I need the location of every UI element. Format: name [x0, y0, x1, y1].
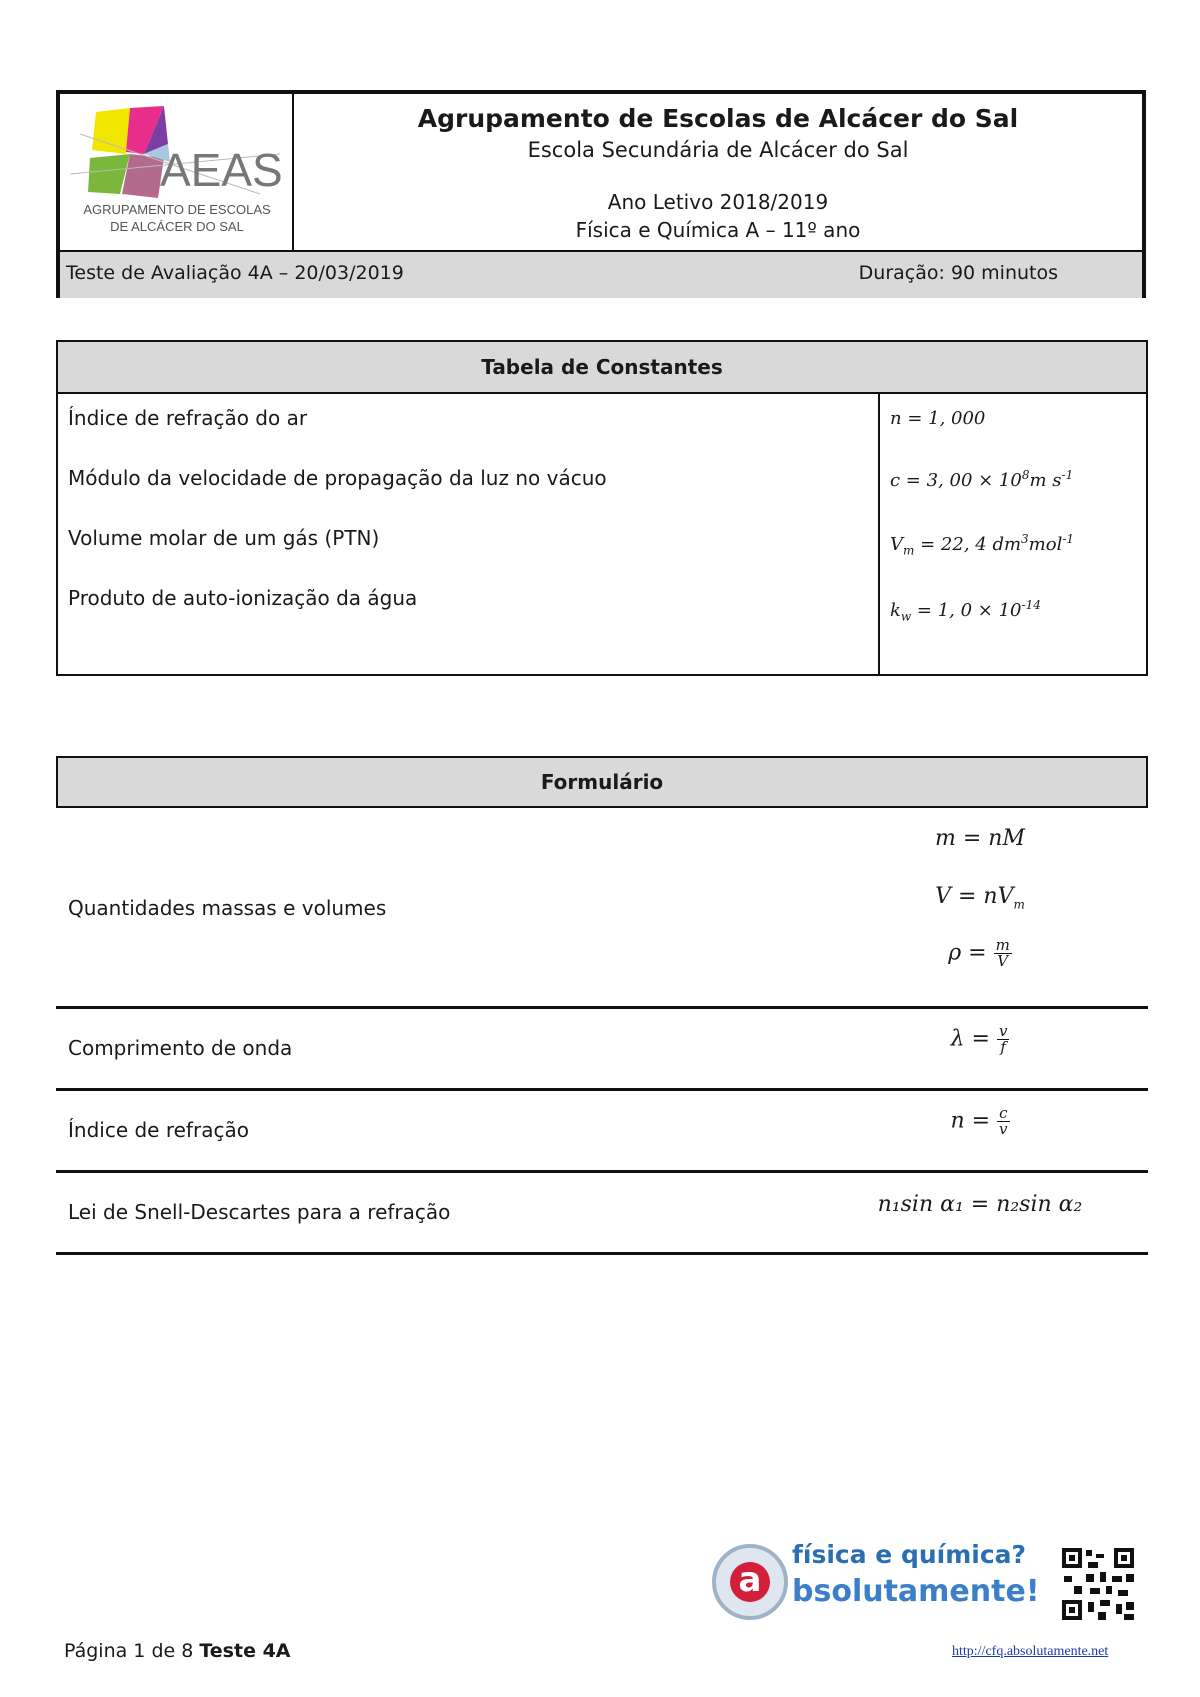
brand-name: bsolutamente!	[792, 1574, 1040, 1609]
constant-label: Produto de auto-ionização da água	[68, 586, 418, 610]
test-info-bar	[60, 250, 1142, 298]
formula-divider	[56, 1252, 1148, 1255]
test-duration: Duração: 90 minutos	[858, 262, 1058, 284]
logo-mark: AEAS	[160, 144, 283, 196]
header-title-block	[294, 94, 1142, 250]
test-title: Teste de Avaliação 4A – 20/03/2019	[66, 262, 404, 284]
header-top-row	[60, 94, 1142, 250]
page-footer	[64, 1640, 291, 1662]
brand-tagline: física e química?	[792, 1540, 1027, 1569]
constant-label: Índice de refração do ar	[68, 406, 308, 430]
constant-label: Volume molar de um gás (PTN)	[68, 526, 380, 550]
brand-a-badge	[712, 1544, 788, 1620]
formula-label: Comprimento de onda	[68, 1036, 293, 1060]
school-logo	[60, 94, 294, 250]
formula-volume: $V = nV_m$	[935, 884, 1025, 912]
footer-test-label: Teste 4A	[199, 1640, 291, 1662]
formula-wavelength: λ = $\frac{v}{f}$	[950, 1022, 1008, 1056]
logo-line-1: AGRUPAMENTO DE ESCOLAS	[83, 202, 271, 217]
school-group-title: Agrupamento de Escolas de Alcácer do Sal	[417, 104, 1019, 133]
qr-code-icon	[1060, 1546, 1136, 1622]
formulario-title: Formulário	[56, 756, 1148, 808]
constants-table-title: Tabela de Constantes	[58, 342, 1146, 394]
formula-label: Lei de Snell-Descartes para a refração	[68, 1200, 451, 1224]
constant-value: c = 3, $00 \times 10^8m$ $s^{-1}$	[890, 468, 1074, 491]
formula-divider	[56, 1006, 1148, 1009]
brand-a-letter: a	[730, 1562, 770, 1602]
formula-mass: m = nM	[935, 826, 1025, 851]
formula-snell: n₁sin α₁ = n₂sin α₂	[877, 1192, 1083, 1217]
school-name: Escola Secundária de Alcácer do Sal	[527, 138, 909, 162]
subject: Física e Química A – 11º ano	[575, 218, 861, 242]
constant-value: $V_m = 22$, 4 $dm^3mol^{-1}$	[890, 532, 1075, 558]
formula-label: Índice de refração	[68, 1118, 249, 1142]
school-year: Ano Letivo 2018/2019	[607, 190, 829, 214]
formula-divider	[56, 1088, 1148, 1091]
column-divider	[878, 394, 880, 674]
constant-value: n = 1, 000	[890, 408, 986, 429]
website-link[interactable]: http://cfq.absolutamente.net	[952, 1644, 1109, 1659]
constant-label: Módulo da velocidade de propagação da luz no vácuo	[68, 466, 607, 490]
formula-label: Quantidades massas e volumes	[68, 896, 387, 920]
constant-value: $k_w = 1$, $0 \times 10^{-14}$	[890, 598, 1041, 624]
formula-divider	[56, 1170, 1148, 1173]
page-number: Página 1 de 8	[64, 1640, 200, 1662]
formula-density: ρ = $\frac{m}{V}$	[948, 936, 1010, 970]
document-header	[56, 90, 1146, 298]
logo-line-2: DE ALCÁCER DO SAL	[110, 219, 244, 234]
constants-table	[56, 340, 1148, 676]
formula-refraction-index: n = $\frac{c}{v}$	[950, 1104, 1008, 1138]
